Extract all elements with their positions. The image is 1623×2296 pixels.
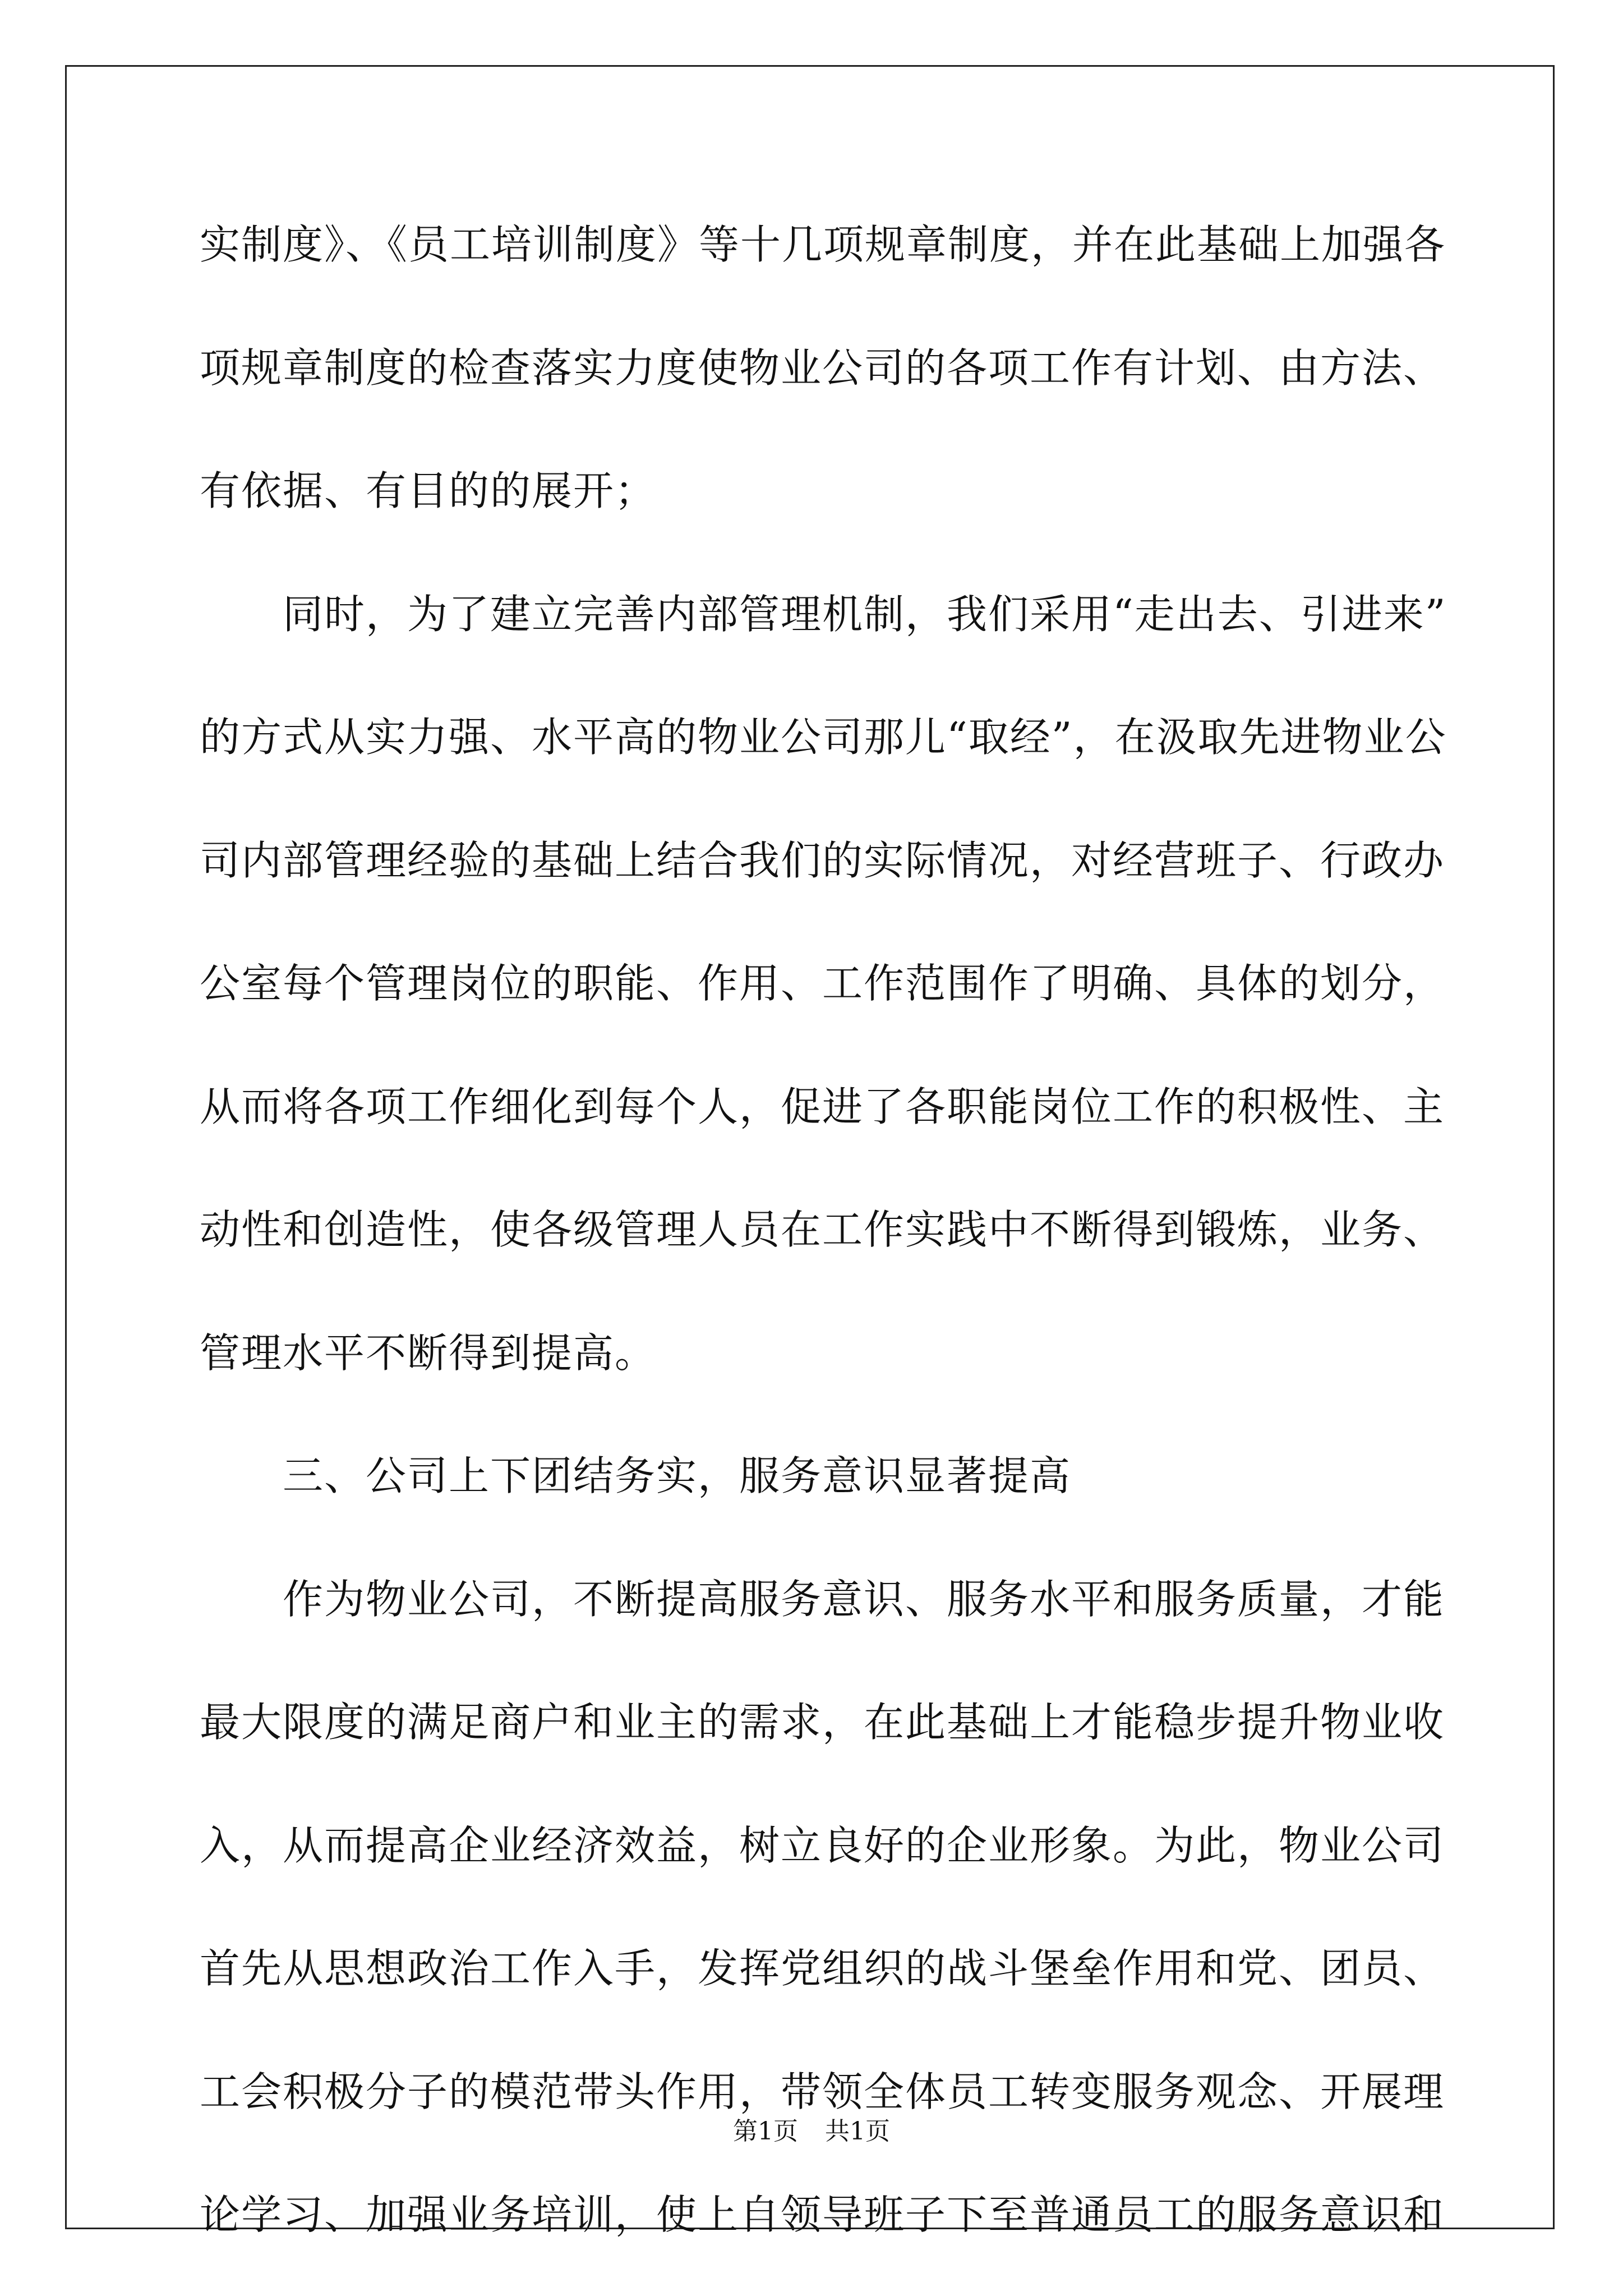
text-line: 管理水平不断得到提高。 <box>200 1329 657 1377</box>
text-line: 公室每个管理岗位的职能、作用、工作范围作了明确、具体的划分， <box>200 960 1445 1007</box>
text-line: 入，从而提高企业经济效益，树立良好的企业形象。为此，物业公司 <box>200 1821 1445 1869</box>
text-line: 论学习、加强业务培训，使上自领导班子下至普通员工的服务意识和 <box>200 2191 1445 2238</box>
text-line: 项规章制度的检查落实力度使物业公司的各项工作有计划、由方法、 <box>200 344 1445 392</box>
total-pages: 共1页 <box>825 2117 890 2146</box>
text-line: 的方式从实力强、水平高的物业公司那儿“取经”，在汲取先进物业公 <box>200 714 1447 761</box>
page-number: 第1页 <box>733 2117 798 2146</box>
text-line: 同时，为了建立完善内部管理机制，我们采用“走出去、引进来” <box>283 590 1447 638</box>
text-line: 工会积极分子的模范带头作用，带领全体员工转变服务观念、开展理 <box>200 2068 1445 2115</box>
text-line: 最大限度的满足商户和业主的需求，在此基础上才能稳步提升物业收 <box>200 1699 1445 1746</box>
text-line: 动性和创造性，使各级管理人员在工作实践中不断得到锻炼，业务、 <box>200 1206 1445 1253</box>
text-line: 实制度》、《员工培训制度》等十几项规章制度，并在此基础上加强各 <box>200 221 1446 268</box>
text-line: 司内部管理经验的基础上结合我们的实际情况，对经营班子、行政办 <box>200 836 1445 884</box>
page-footer <box>0 2119 1623 2144</box>
section-heading: 三、公司上下团结务实，服务意识显著提高 <box>283 1452 1072 1499</box>
text-line: 有依据、有目的的展开； <box>200 467 657 514</box>
text-line: 作为物业公司，不断提高服务意识、服务水平和服务质量，才能 <box>283 1575 1445 1623</box>
text-line: 首先从思想政治工作入手，发挥党组织的战斗堡垒作用和党、团员、 <box>200 1945 1445 1992</box>
text-line: 从而将各项工作细化到每个人，促进了各职能岗位工作的积极性、主 <box>200 1083 1445 1130</box>
